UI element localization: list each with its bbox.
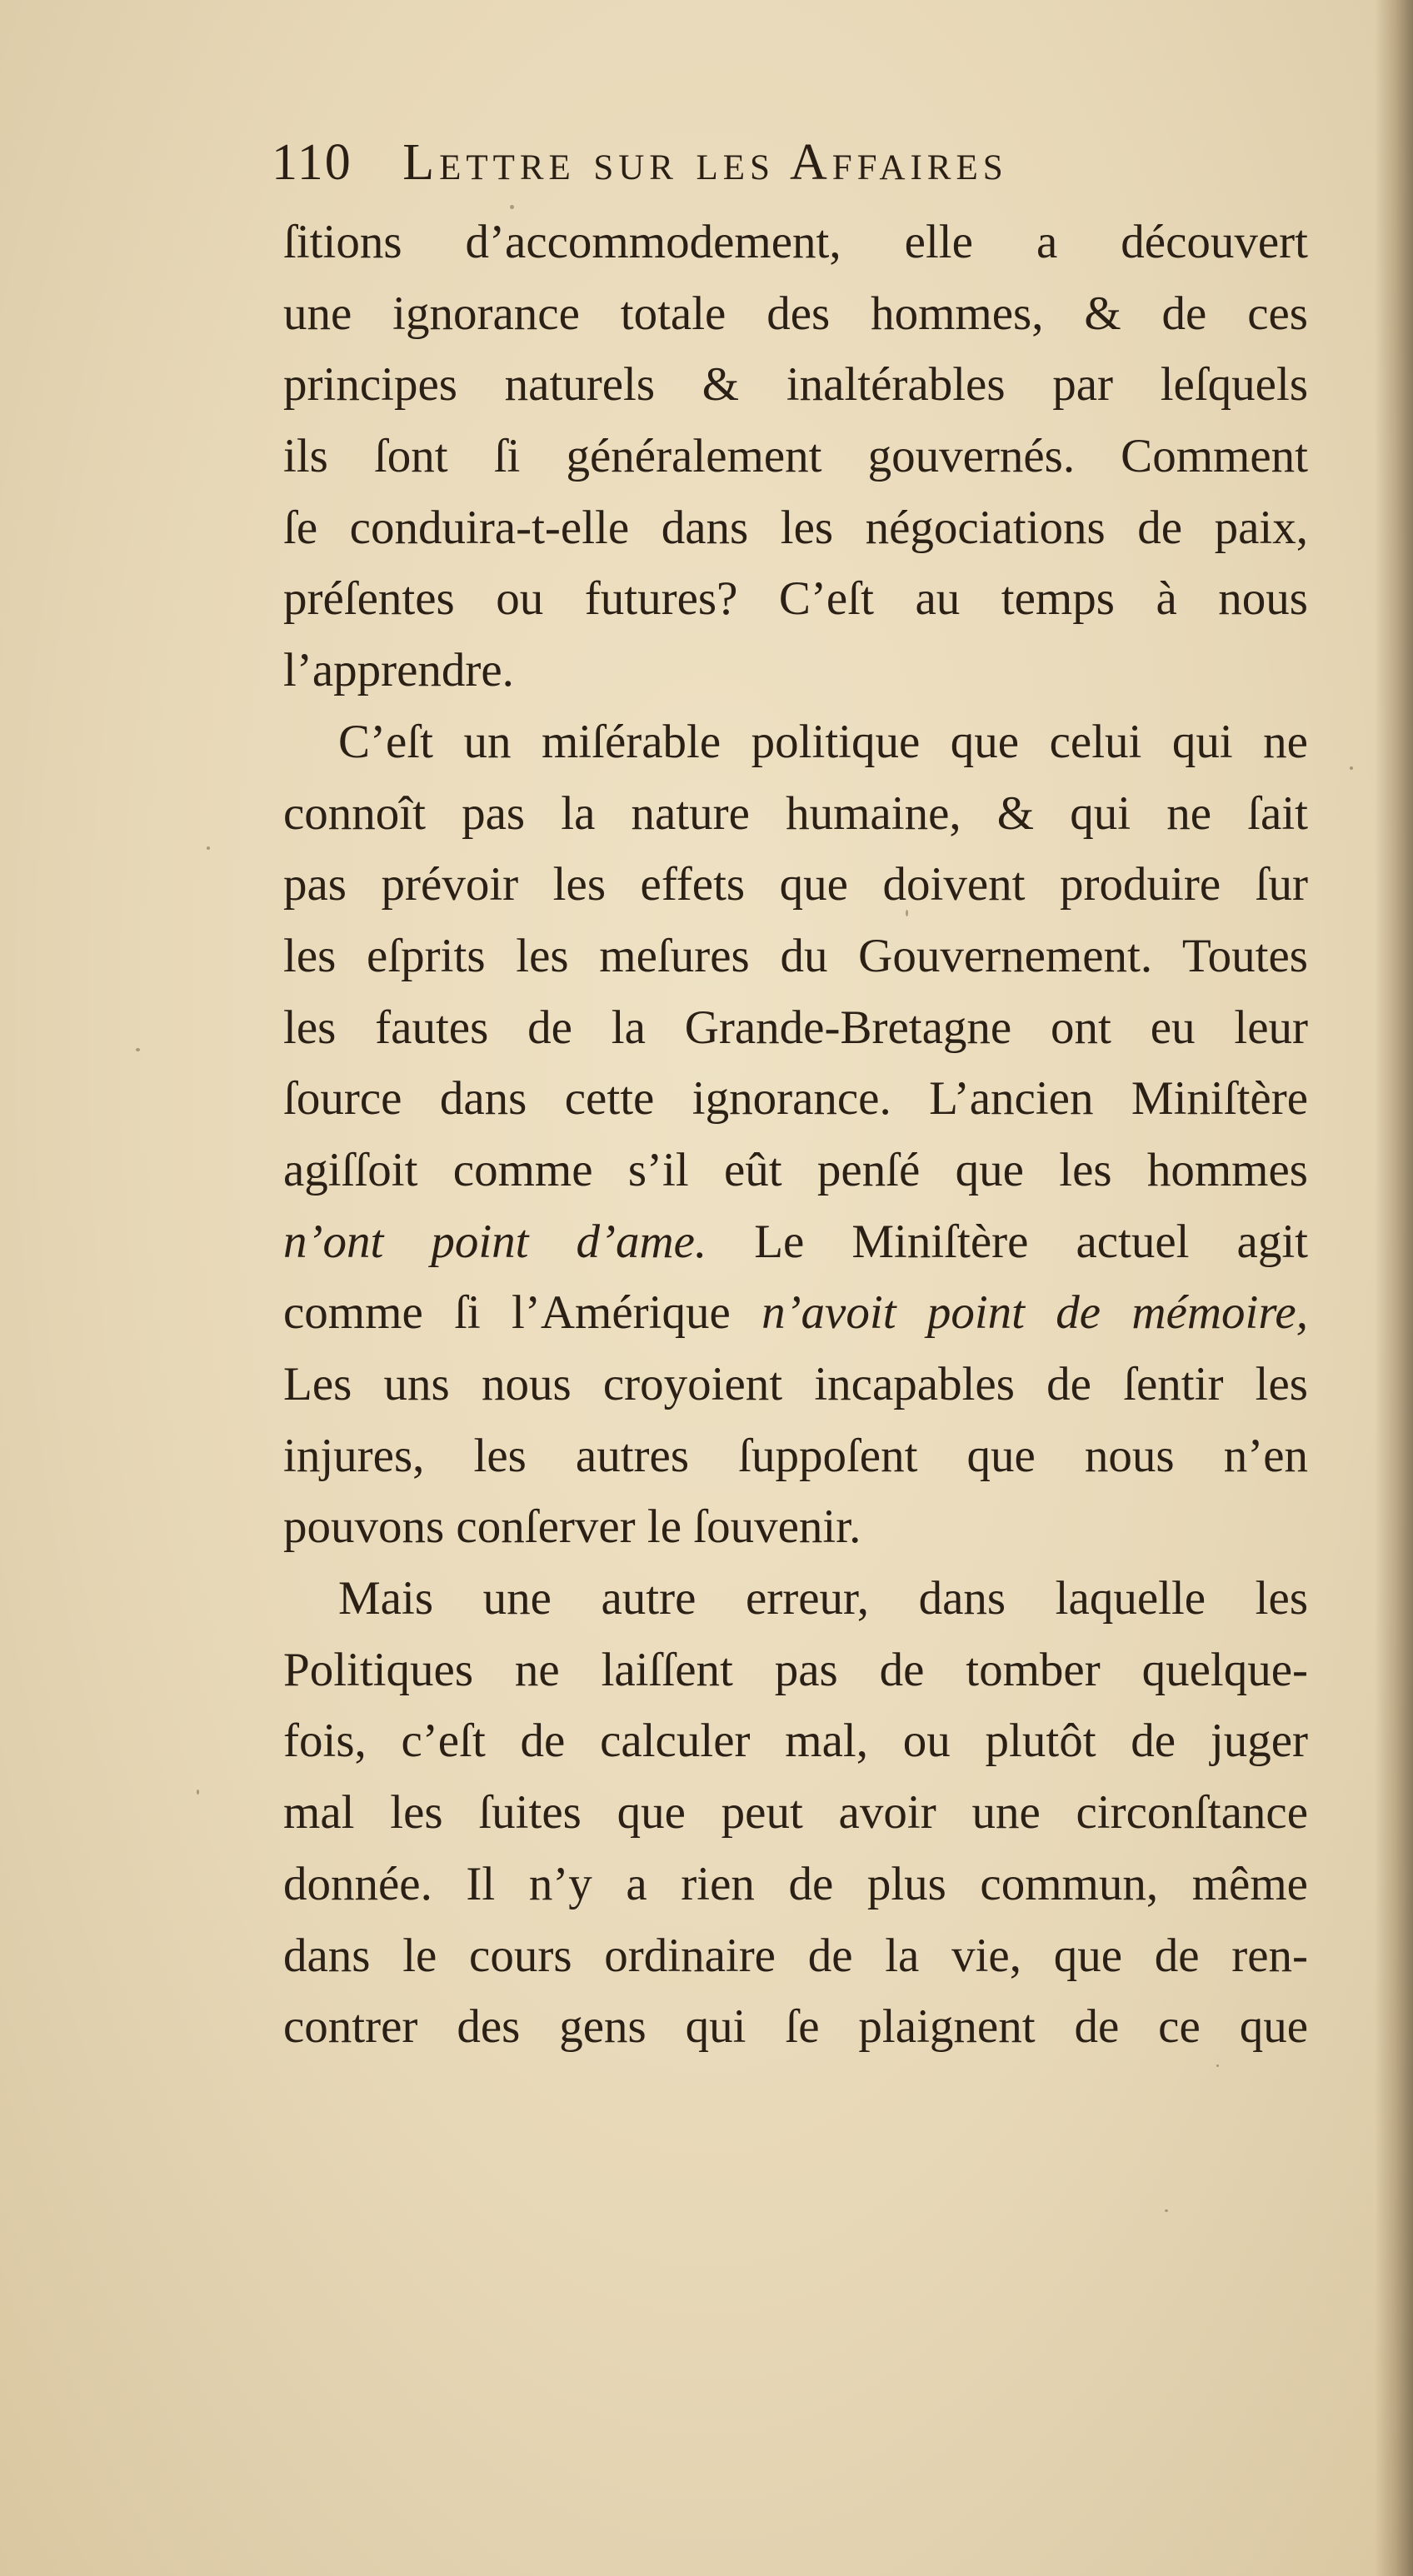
text-line: pas prévoir les effets que doivent produire ſur (283, 858, 1308, 911)
text-line: pouvons conſerver le ſouvenir. (283, 1500, 861, 1554)
text-line: ſource dans cette ignorance. L’ancien Miniſtère (283, 1072, 1308, 1126)
text-line: C’eſt un miſérable politique que celui qui ne (338, 715, 1308, 768)
page-gutter-shadow (1375, 0, 1413, 2576)
text-line: ils ſont ſi généralement gouvernés. Comment (283, 430, 1308, 483)
text-line: contrer des gens qui ſe plaignent de ce que (283, 2000, 1308, 2054)
running-head (272, 133, 1305, 200)
paper-speck (136, 1048, 140, 1051)
paper-speck (207, 846, 210, 850)
paper-speck (510, 205, 514, 209)
text-line: les eſprits les meſures du Gouvernement. Toutes (283, 929, 1308, 982)
text-line: ſitions d’accommodement, elle a découvert (283, 216, 1308, 268)
italic-phrase: n’ont point d’ame. (283, 1215, 707, 1268)
text-line: l’apprendre. (283, 644, 514, 697)
text-line: principes naturels & inaltérables par leſquels (283, 358, 1308, 412)
paper-speck (1350, 766, 1353, 770)
paper-speck (1165, 2209, 1168, 2212)
text-line (283, 1206, 1308, 1278)
italic-phrase: n’avoit point de mémoire, (761, 1286, 1308, 1340)
text-line: les fautes de la Grande-Bretagne ont eu leur (283, 1001, 1308, 1054)
text-line: agiſſoit comme s’il eût penſé que les hommes (283, 1143, 1308, 1196)
text-line: donnée. Il n’y a rien de plus commun, même (283, 1857, 1308, 1910)
text-line: injures, les autres ſuppoſent que nous n’en (283, 1429, 1308, 1482)
body-text (283, 207, 1308, 2073)
paper-speck (197, 1790, 199, 1795)
text-line: ſe conduira-t-elle dans les négociations de paix, (283, 501, 1308, 554)
text-line: Mais une autre erreur, dans laquelle les (338, 1572, 1308, 1625)
text-line: Politiques ne laiſſent pas de tomber quelque- (283, 1643, 1308, 1696)
paper-speck (1216, 2064, 1219, 2067)
text-line: dans le cours ordinaire de la vie, que de ren- (283, 1929, 1308, 1982)
text-line: mal les ſuites que peut avoir une circonſtance (283, 1786, 1308, 1840)
text-line: une ignorance totale des hommes, & de ces (283, 287, 1308, 340)
running-title: Lettre sur les Affaires (402, 134, 1008, 191)
text-line (283, 1277, 1308, 1349)
paper-speck (906, 910, 908, 916)
page-number: 110 (272, 134, 352, 191)
text-line: préſentes ou futures? C’eſt au temps à nous (283, 572, 1308, 626)
text-line: Les uns nous croyoient incapables de ſentir les (283, 1358, 1308, 1410)
text-line: connoît pas la nature humaine, & qui ne ſait (283, 786, 1308, 840)
text-line: fois, c’eſt de calculer mal, ou plutôt de juger (283, 1715, 1308, 1768)
line-segment: Le Miniſtère actuel agit (706, 1215, 1308, 1268)
line-segment: comme ſi l’Amérique (283, 1286, 762, 1340)
